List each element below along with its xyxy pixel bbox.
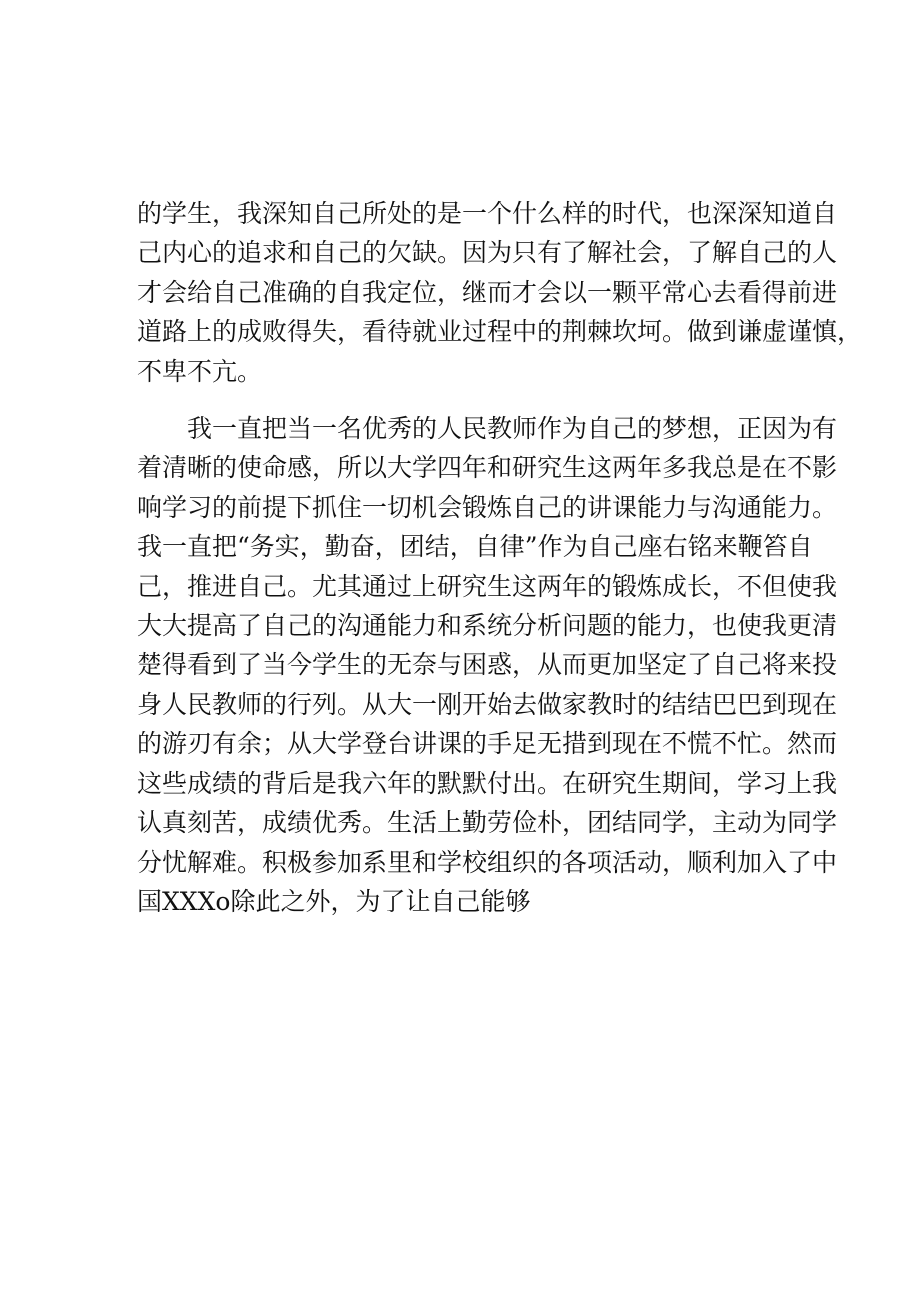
text-line: 身人民教师的行列。从大一刚开始去做家教时的结结巴巴到现在: [137, 689, 838, 719]
text-line: 己，推进自己。尤其通过上研究生这两年的锻炼成长，不但使我: [137, 571, 838, 601]
text-line: 大大提高了自己的沟通能力和系统分析问题的能力，也使我更清: [137, 611, 838, 641]
text-line: 这些成绩的背后是我六年的默默付出。在研究生期间，学习上我: [137, 768, 838, 798]
paragraph-1: [137, 194, 863, 391]
text-line: 国XXXo除此之外，为了让自己能够: [137, 886, 531, 916]
text-line: 楚得看到了当今学生的无奈与困惑，从而更加坚定了自己将来投: [137, 650, 838, 680]
paragraph-gap: [137, 391, 797, 409]
text-line: 的游刃有余；从大学登台讲课的手足无措到现在不慌不忙。然而: [137, 729, 838, 759]
text-line: 分忧解难。积极参加系里和学校组织的各项活动，顺利加入了中: [137, 847, 838, 877]
text-line: 才会给自己准确的自我定位，继而才会以一颗平常心去看得前进: [137, 277, 838, 307]
text-line: 认真刻苦，成绩优秀。生活上勤劳俭朴，团结同学，主动为同学: [137, 808, 838, 838]
text-line: 己内心的追求和自己的欠缺。因为只有了解社会，了解自己的人: [137, 238, 838, 268]
text-line: 响学习的前提下抓住一切机会锻炼自己的讲课能力与沟通能力。: [137, 492, 838, 522]
text-line: 道路上的成败得失，看待就业过程中的荆棘坎坷。做到谦虚谨慎，: [137, 317, 863, 347]
text-line: 着清晰的使命感，所以大学四年和研究生这两年多我总是在不影: [137, 453, 838, 483]
text-line: 的学生，我深知自己所处的是一个什么样的时代，也深深知道自: [137, 199, 838, 228]
text-line: 不卑不亢。: [137, 356, 263, 386]
text-line: 我一直把当一名优秀的人民教师作为自己的梦想，正因为有: [137, 414, 838, 444]
body-text: [137, 194, 863, 921]
text-line: 我一直把“务实，勤奋，团结，自律”作为自己座右铭来鞭笞自: [137, 532, 813, 562]
paragraph-2: [137, 409, 838, 921]
